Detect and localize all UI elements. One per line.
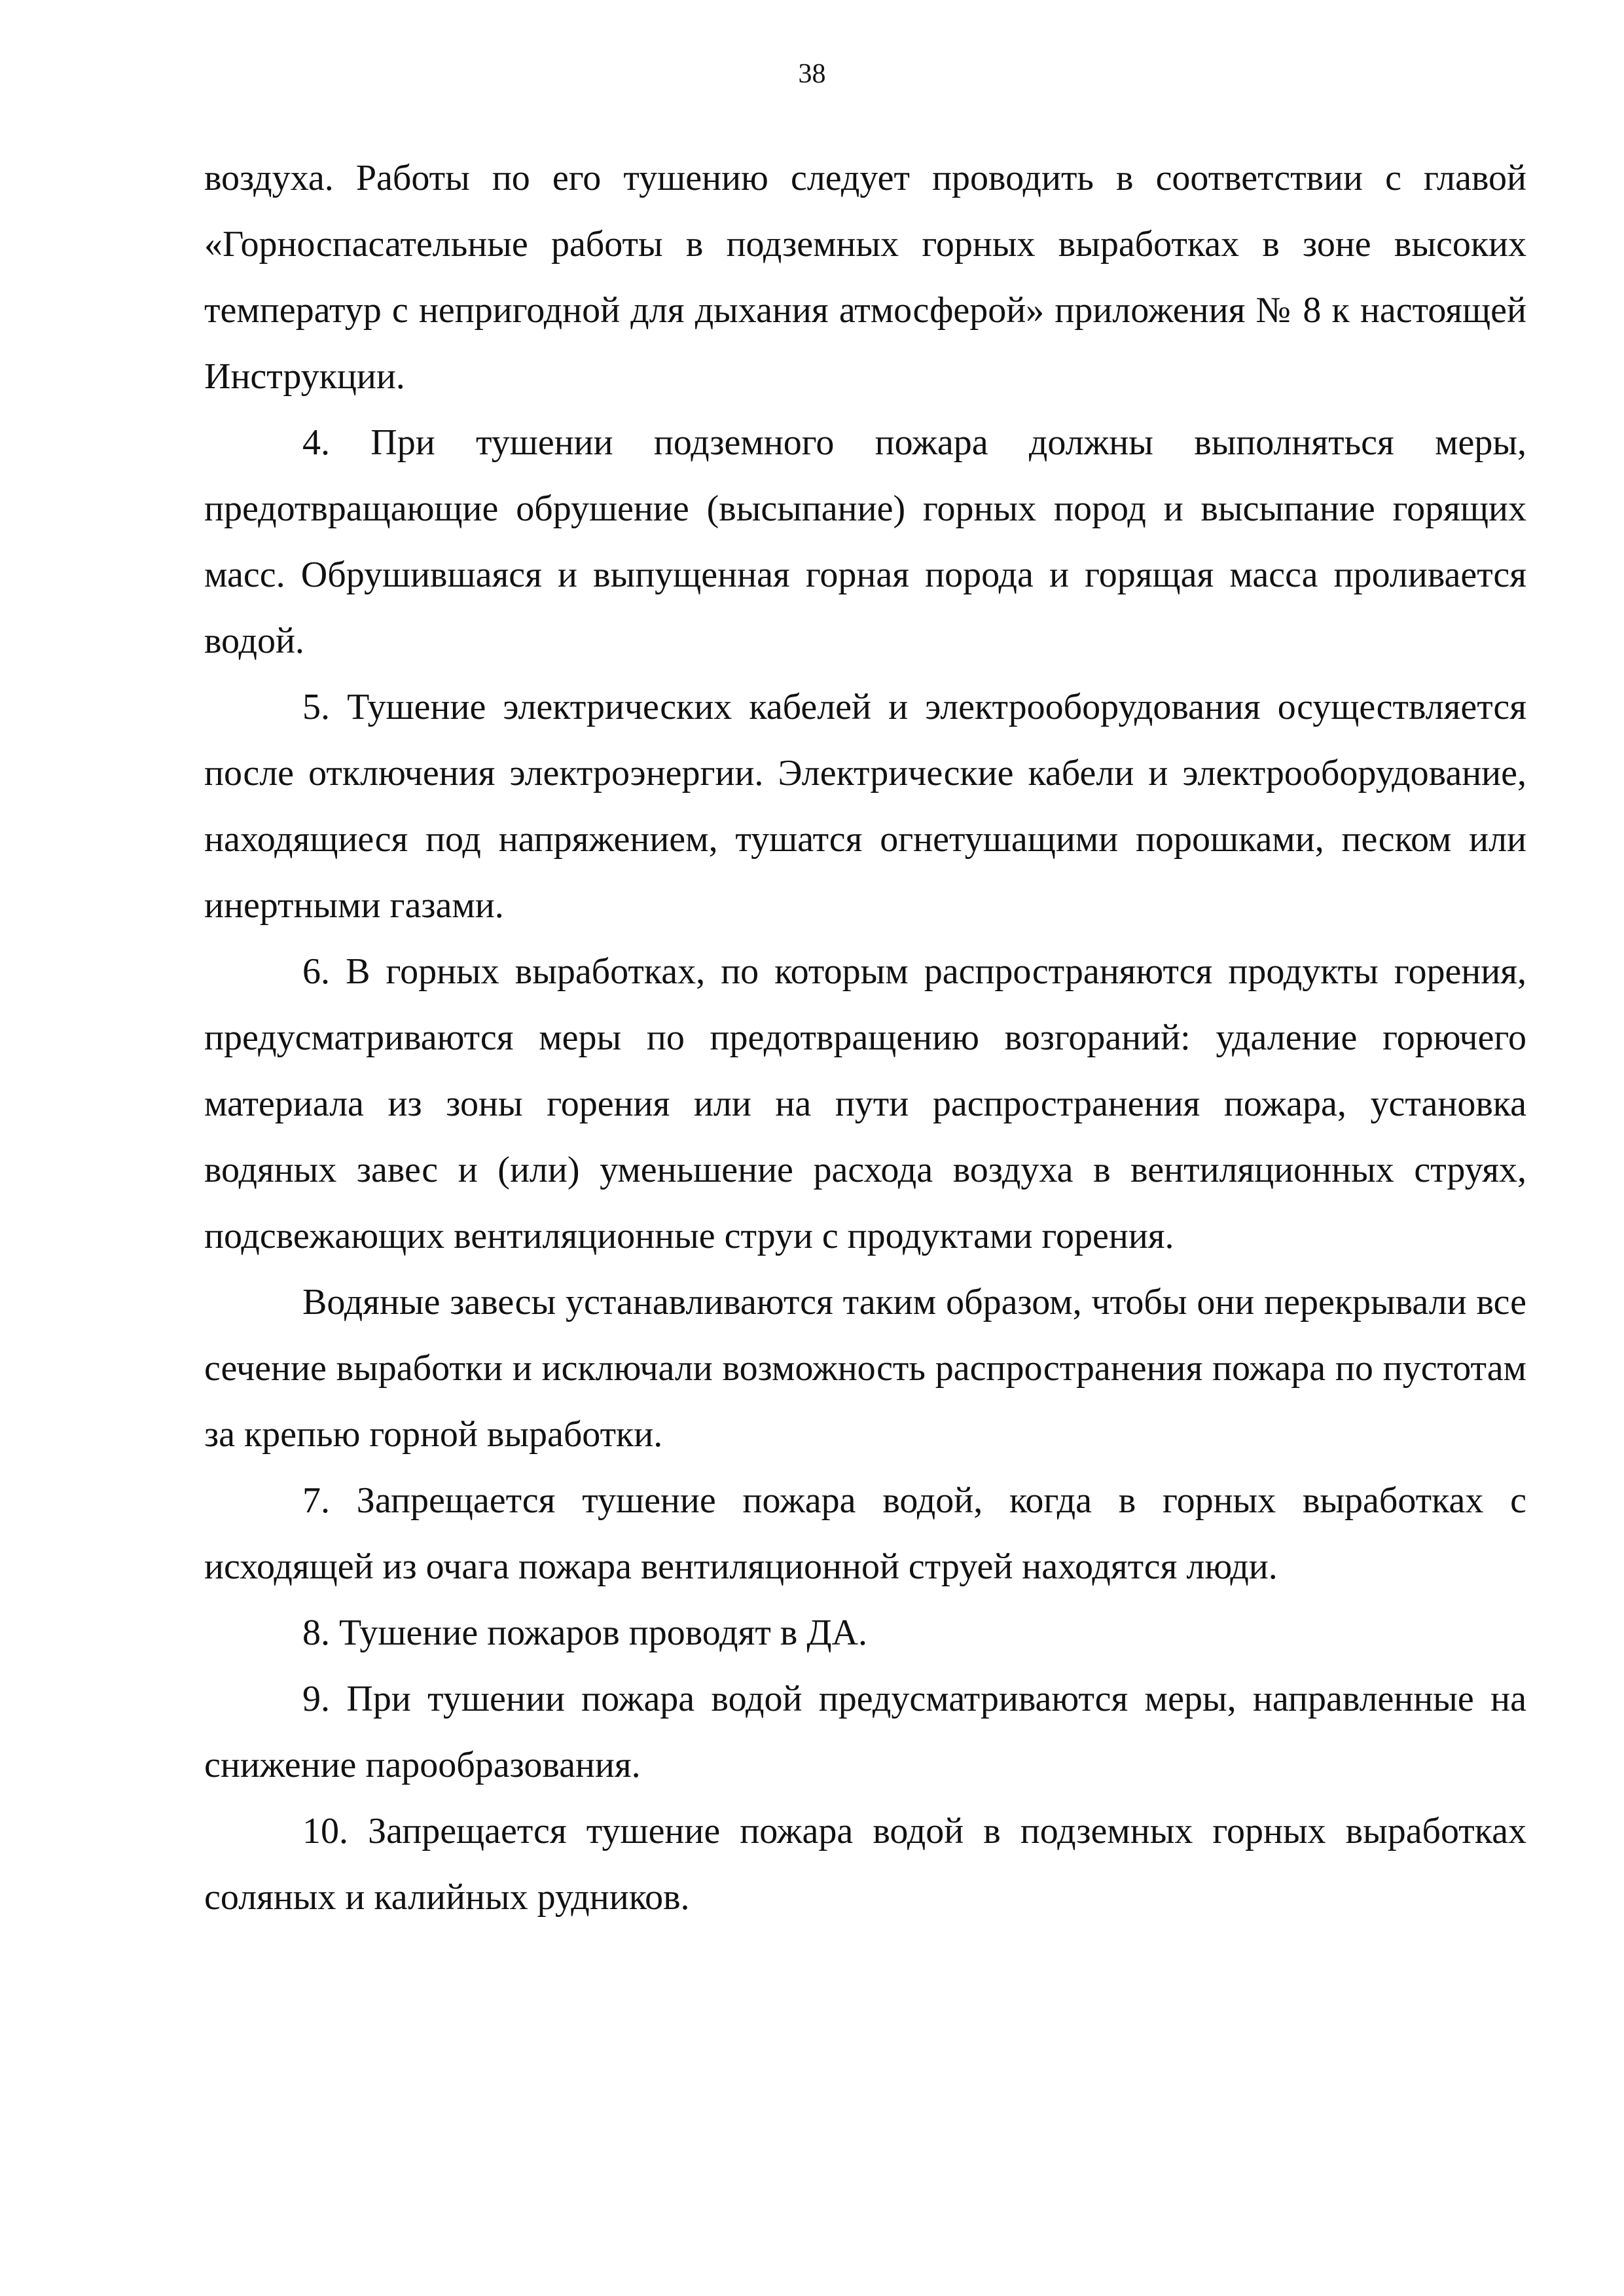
paragraph-item-6: 6. В горных выработках, по которым распространяются продукты горения, предусматриваются меры по предотвращению возгораний: удаление горючего материала из зоны горения или на пути распространения пожара, установка водяных завес и (или) уменьшение расхода воздуха в вентиляционных струях, подсвежающих вентиляционные струи с продуктами горения.	[204, 951, 1526, 1256]
document-body	[204, 145, 1526, 1931]
page-number: 38	[798, 59, 826, 89]
paragraph-item-10: 10. Запрещается тушение пожара водой в подземных горных выработках соляных и калийных рудников.	[204, 1811, 1526, 1918]
paragraph-item-8: 8. Тушение пожаров проводят в ДА.	[302, 1613, 867, 1653]
paragraph-item-7: 7. Запрещается тушение пожара водой, когда в горных выработках с исходящей из очага пожара вентиляционной струей находятся люди.	[204, 1480, 1526, 1587]
paragraph-item-9: 9. При тушении пожара водой предусматриваются меры, направленные на снижение парообразования.	[204, 1679, 1526, 1785]
paragraph-item-6-continuation: Водяные завесы устанавливаются таким образом, чтобы они перекрывали все сечение выработки и исключали возможность распространения пожара по пустотам за крепью горной выработки.	[204, 1282, 1526, 1455]
paragraph-item-4: 4. При тушении подземного пожара должны выполняться меры, предотвращающие обрушение (высыпание) горных пород и высыпание горящих масс. Обрушившаяся и выпущенная горная порода и горящая масса проливается водой.	[204, 422, 1526, 661]
paragraph-item-5: 5. Тушение электрических кабелей и электрооборудования осуществляется после отключения электроэнергии. Электрические кабели и электрооборудование, находящиеся под напряжением, тушатся огнетушащими порошками, песком или инертными газами.	[204, 687, 1526, 926]
paragraph-continuation: воздуха. Работы по его тушению следует проводить в соответствии с главой «Горноспасательные работы в подземных горных выработках в зоне высоких температур с непригодной для дыхания атмосферой» приложения № 8 к настоящей Инструкции.	[204, 158, 1526, 397]
